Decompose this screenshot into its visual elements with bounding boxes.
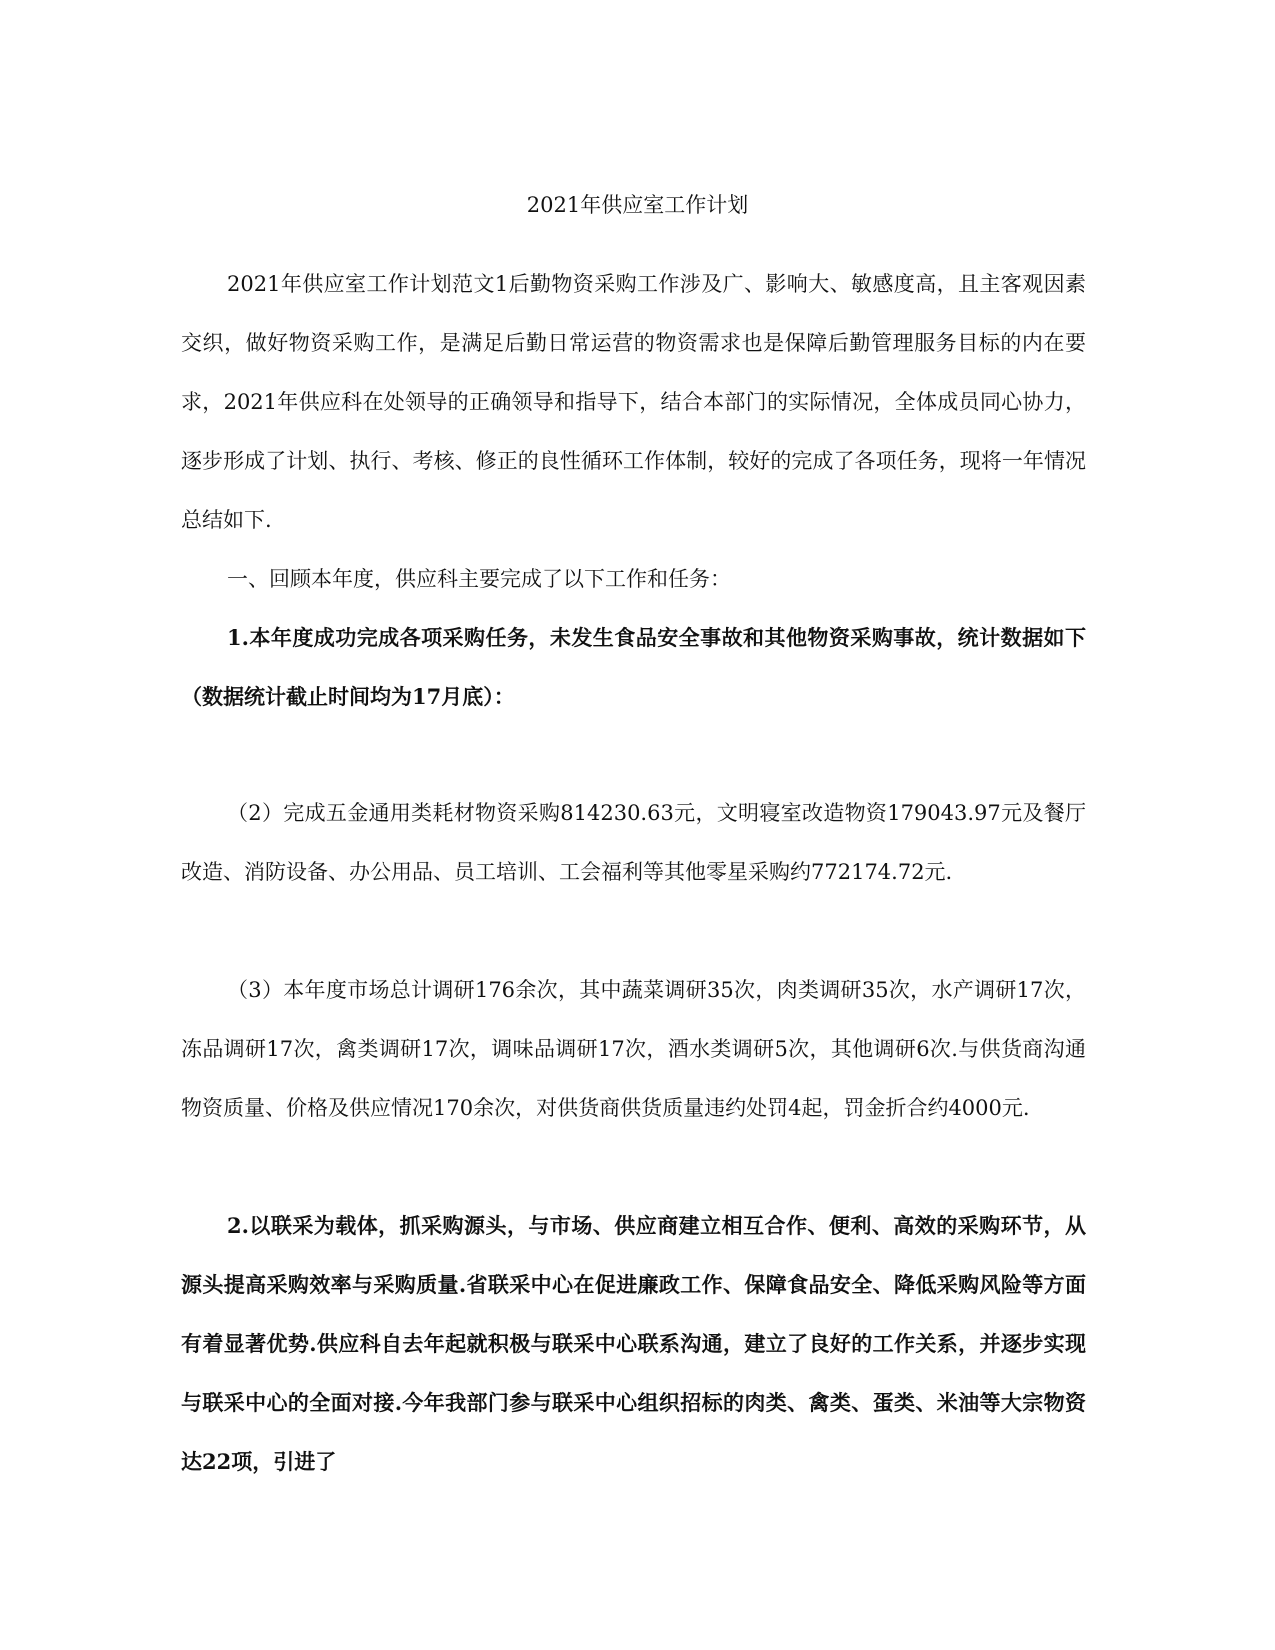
item-1-3-paragraph: （3）本年度市场总计调研176余次，其中蔬菜调研35次，肉类调研35次，水产调研17次，冻品调研17次，禽类调研17次，调味品调研17次，酒水类调研5次，其他调研6次.与供货商沟通物资质量、价格及供应情况170余次，对供货商供货质量违约处罚4起，罚金折合约4000元. [181,978,1086,1120]
item-1-paragraph: 1.本年度成功完成各项采购任务，未发生食品安全事故和其他物资采购事故，统计数据如下（数据统计截止时间均为17月底）： [181,625,1086,709]
item-2-paragraph: 2.以联采为载体，抓采购源头，与市场、供应商建立相互合作、便利、高效的采购环节，从源头提高采购效率与采购质量.省联采中心在促进廉政工作、保障食品安全、降低采购风险等方面有着显著优势.供应科自去年起就积极与联采中心联系沟通，建立了良好的工作关系，并逐步实现与联采中心的全面对接.今年我部门参与联采中心组织招标的肉类、禽类、蛋类、米油等大宗物资达22项，引进了 [181,1213,1086,1474]
section-heading: 一、回顾本年度，供应科主要完成了以下工作和任务： [227,567,731,591]
document-title: 2021年供应室工作计划 [526,193,749,217]
item-1-2-paragraph: （2）完成五金通用类耗材物资采购814230.63元，文明寝室改造物资179043.97元及餐厅改造、消防设备、办公用品、员工培训、工会福利等其他零星采购约772174.72元. [181,801,1086,884]
intro-paragraph: 2021年供应室工作计划范文1后勤物资采购工作涉及广、影响大、敏感度高，且主客观因素交织，做好物资采购工作，是满足后勤日常运营的物资需求也是保障后勤管理服务目标的内在要求，2021年供应科在处领导的正确领导和指导下，结合本部门的实际情况，全体成员同心协力，逐步形成了计划、执行、考核、修正的良性循环工作体制，较好的完成了各项任务，现将一年情况总结如下. [181,272,1086,532]
